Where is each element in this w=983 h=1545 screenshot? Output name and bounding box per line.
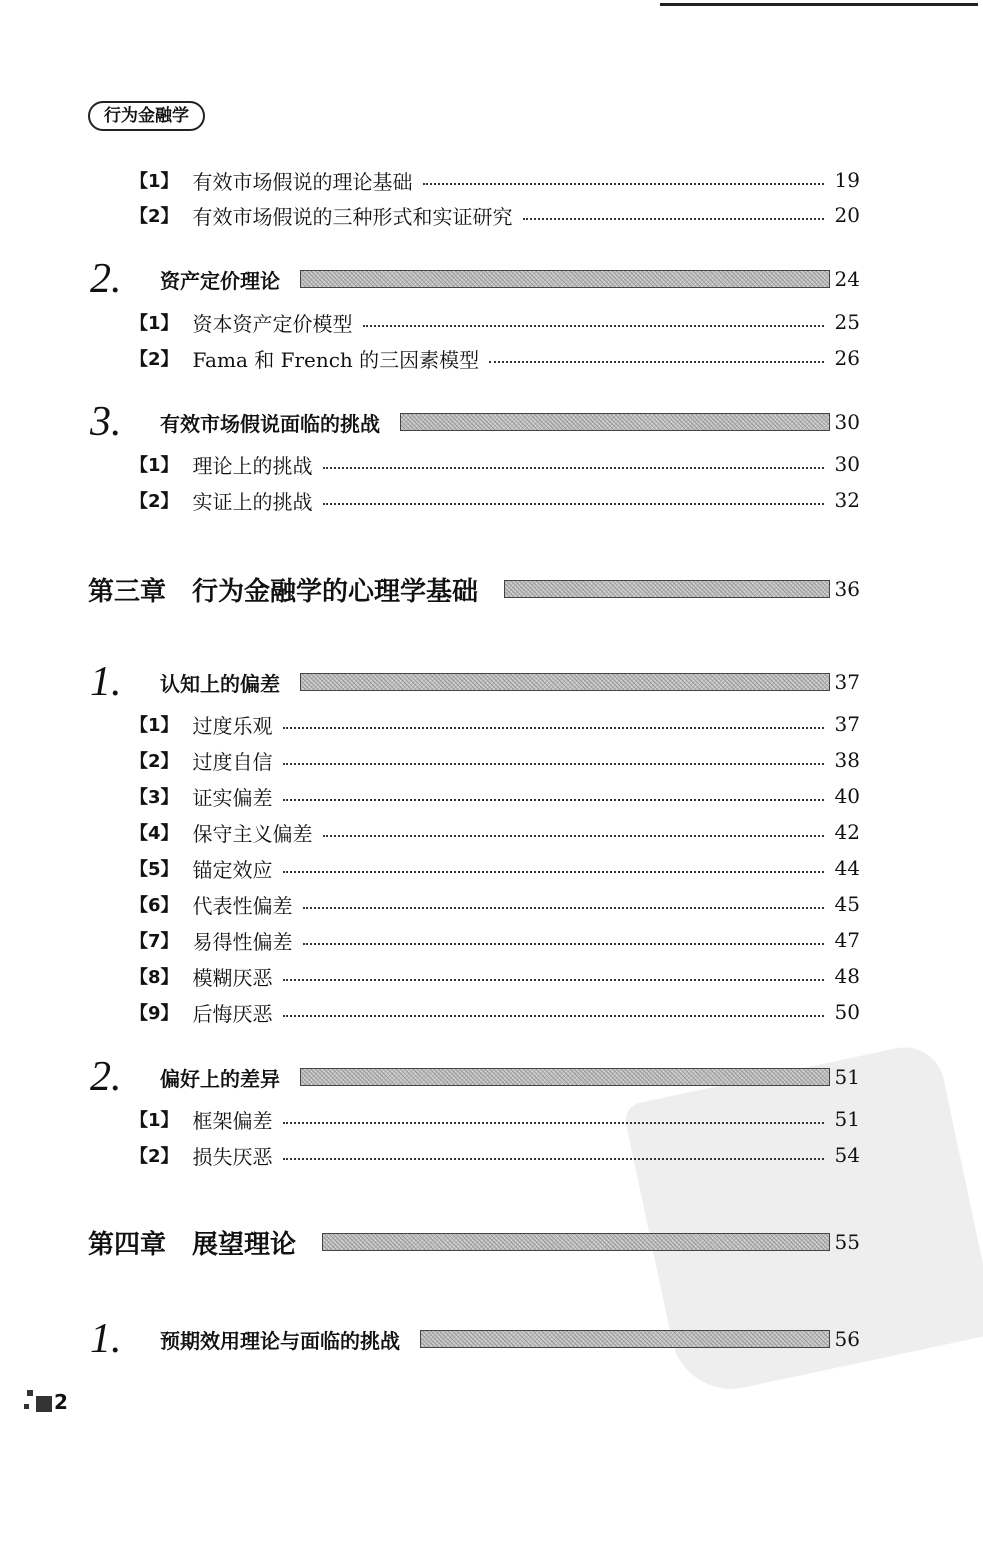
entry-number: 【7】 xyxy=(130,931,179,952)
toc-entry xyxy=(130,449,860,479)
section-bar xyxy=(300,1068,830,1086)
entry-number: 【1】 xyxy=(130,171,179,192)
section-bar xyxy=(300,270,830,288)
section-bar xyxy=(420,1330,830,1348)
entry-title: 有效市场假说的三种形式和实证研究 xyxy=(192,204,513,229)
entry-title: 损失厌恶 xyxy=(192,1144,273,1169)
section-number: 2. xyxy=(90,1054,122,1100)
dot-leader xyxy=(283,727,824,729)
entry-page: 20 xyxy=(834,203,860,227)
entry-page: 38 xyxy=(834,748,860,772)
dot-leader xyxy=(283,1015,824,1017)
toc-entry xyxy=(130,961,860,991)
entry-title: 框架偏差 xyxy=(192,1108,273,1133)
top-rule xyxy=(660,3,978,6)
section-title: 资产定价理论 xyxy=(160,268,280,293)
entry-number: 【1】 xyxy=(130,1110,179,1131)
toc-entry xyxy=(130,853,860,883)
section-number: 2. xyxy=(90,256,122,302)
toc-entry xyxy=(130,889,860,919)
entry-page: 19 xyxy=(834,168,860,192)
entry-title: 有效市场假说的理论基础 xyxy=(192,169,413,194)
page-footer xyxy=(36,1392,68,1412)
chapter-title: 第三章 行为金融学的心理学基础 xyxy=(88,576,479,607)
entry-page: 26 xyxy=(834,346,860,370)
toc-section xyxy=(90,399,860,445)
toc-entry xyxy=(130,745,860,775)
entry-page: 48 xyxy=(834,964,860,988)
toc-section xyxy=(90,1054,860,1100)
entry-title: 代表性偏差 xyxy=(192,893,293,918)
dot-leader xyxy=(283,1158,824,1160)
entry-number: 【2】 xyxy=(130,491,179,512)
toc-entry xyxy=(130,925,860,955)
section-number: 1. xyxy=(90,1316,122,1362)
toc-chapter xyxy=(88,569,860,609)
dot-leader xyxy=(283,1122,824,1124)
dot-leader xyxy=(283,979,824,981)
section-bar xyxy=(400,413,830,431)
toc-entry xyxy=(130,485,860,515)
dot-leader xyxy=(323,467,824,469)
entry-number: 【6】 xyxy=(130,895,179,916)
toc-entry xyxy=(130,165,860,195)
dot-leader xyxy=(323,503,824,505)
entry-page: 25 xyxy=(834,310,860,334)
section-number: 1. xyxy=(90,659,122,705)
toc-entry xyxy=(130,781,860,811)
entry-title: 实证上的挑战 xyxy=(192,489,313,514)
entry-page: 32 xyxy=(834,488,860,512)
book-title-tag: 行为金融学 xyxy=(88,101,205,131)
toc-entry xyxy=(130,817,860,847)
entry-page: 37 xyxy=(834,712,860,736)
entry-page: 51 xyxy=(834,1107,860,1131)
dot-leader xyxy=(283,799,824,801)
toc-section xyxy=(90,1316,860,1362)
chapter-page: 36 xyxy=(834,577,860,601)
dot-leader xyxy=(489,361,824,363)
entry-title: 锚定效应 xyxy=(192,857,273,882)
entry-number: 【4】 xyxy=(130,823,179,844)
section-page: 24 xyxy=(834,267,860,291)
dot-leader xyxy=(283,871,824,873)
entry-title: Fama 和 French 的三因素模型 xyxy=(192,347,480,372)
entry-title: 资本资产定价模型 xyxy=(192,311,353,336)
chapter-title: 第四章 展望理论 xyxy=(88,1229,297,1260)
entry-title: 过度乐观 xyxy=(192,713,273,738)
section-title: 偏好上的差异 xyxy=(160,1066,280,1091)
entry-number: 【2】 xyxy=(130,751,179,772)
entry-page: 42 xyxy=(834,820,860,844)
toc-entry xyxy=(130,307,860,337)
entry-number: 【3】 xyxy=(130,787,179,808)
entry-page: 45 xyxy=(834,892,860,916)
section-bar xyxy=(300,673,830,691)
section-title: 预期效用理论与面临的挑战 xyxy=(160,1328,400,1353)
dot-leader xyxy=(323,835,824,837)
entry-title: 保守主义偏差 xyxy=(192,821,313,846)
toc-entry xyxy=(130,709,860,739)
entry-page: 47 xyxy=(834,928,860,952)
entry-page: 40 xyxy=(834,784,860,808)
dot-leader xyxy=(523,218,824,220)
section-page: 56 xyxy=(834,1327,860,1351)
square-ornament-icon xyxy=(36,1396,52,1412)
page-number: 2 xyxy=(54,1390,68,1414)
toc-section xyxy=(90,256,860,302)
toc-section xyxy=(90,659,860,705)
section-title: 有效市场假说面临的挑战 xyxy=(160,411,380,436)
section-page: 30 xyxy=(834,410,860,434)
dot-leader xyxy=(283,763,824,765)
chapter-page: 55 xyxy=(834,1230,860,1254)
entry-number: 【9】 xyxy=(130,1003,179,1024)
dot-leader xyxy=(303,943,824,945)
dot-leader xyxy=(363,325,824,327)
entry-page: 44 xyxy=(834,856,860,880)
entry-page: 30 xyxy=(834,452,860,476)
entry-page: 54 xyxy=(834,1143,860,1167)
toc-entry xyxy=(130,997,860,1027)
entry-number: 【8】 xyxy=(130,967,179,988)
entry-title: 易得性偏差 xyxy=(192,929,293,954)
entry-number: 【1】 xyxy=(130,455,179,476)
entry-number: 【1】 xyxy=(130,313,179,334)
entry-number: 【5】 xyxy=(130,859,179,880)
section-page: 51 xyxy=(834,1065,860,1089)
dot-leader xyxy=(423,183,824,185)
section-title: 认知上的偏差 xyxy=(160,671,280,696)
entry-title: 后悔厌恶 xyxy=(192,1001,273,1026)
entry-number: 【2】 xyxy=(130,1146,179,1167)
chapter-bar xyxy=(504,580,830,598)
toc-chapter xyxy=(88,1222,860,1262)
toc-entry xyxy=(130,1140,860,1170)
toc-entry xyxy=(130,343,860,373)
chapter-bar xyxy=(322,1233,830,1251)
entry-title: 理论上的挑战 xyxy=(192,453,313,478)
section-number: 3. xyxy=(90,399,122,445)
entry-title: 证实偏差 xyxy=(192,785,273,810)
entry-number: 【2】 xyxy=(130,206,179,227)
dot-leader xyxy=(303,907,824,909)
entry-title: 模糊厌恶 xyxy=(192,965,273,990)
section-page: 37 xyxy=(834,670,860,694)
toc-entry xyxy=(130,200,860,230)
entry-number: 【1】 xyxy=(130,715,179,736)
entry-page: 50 xyxy=(834,1000,860,1024)
entry-title: 过度自信 xyxy=(192,749,273,774)
entry-number: 【2】 xyxy=(130,349,179,370)
toc-entry xyxy=(130,1104,860,1134)
